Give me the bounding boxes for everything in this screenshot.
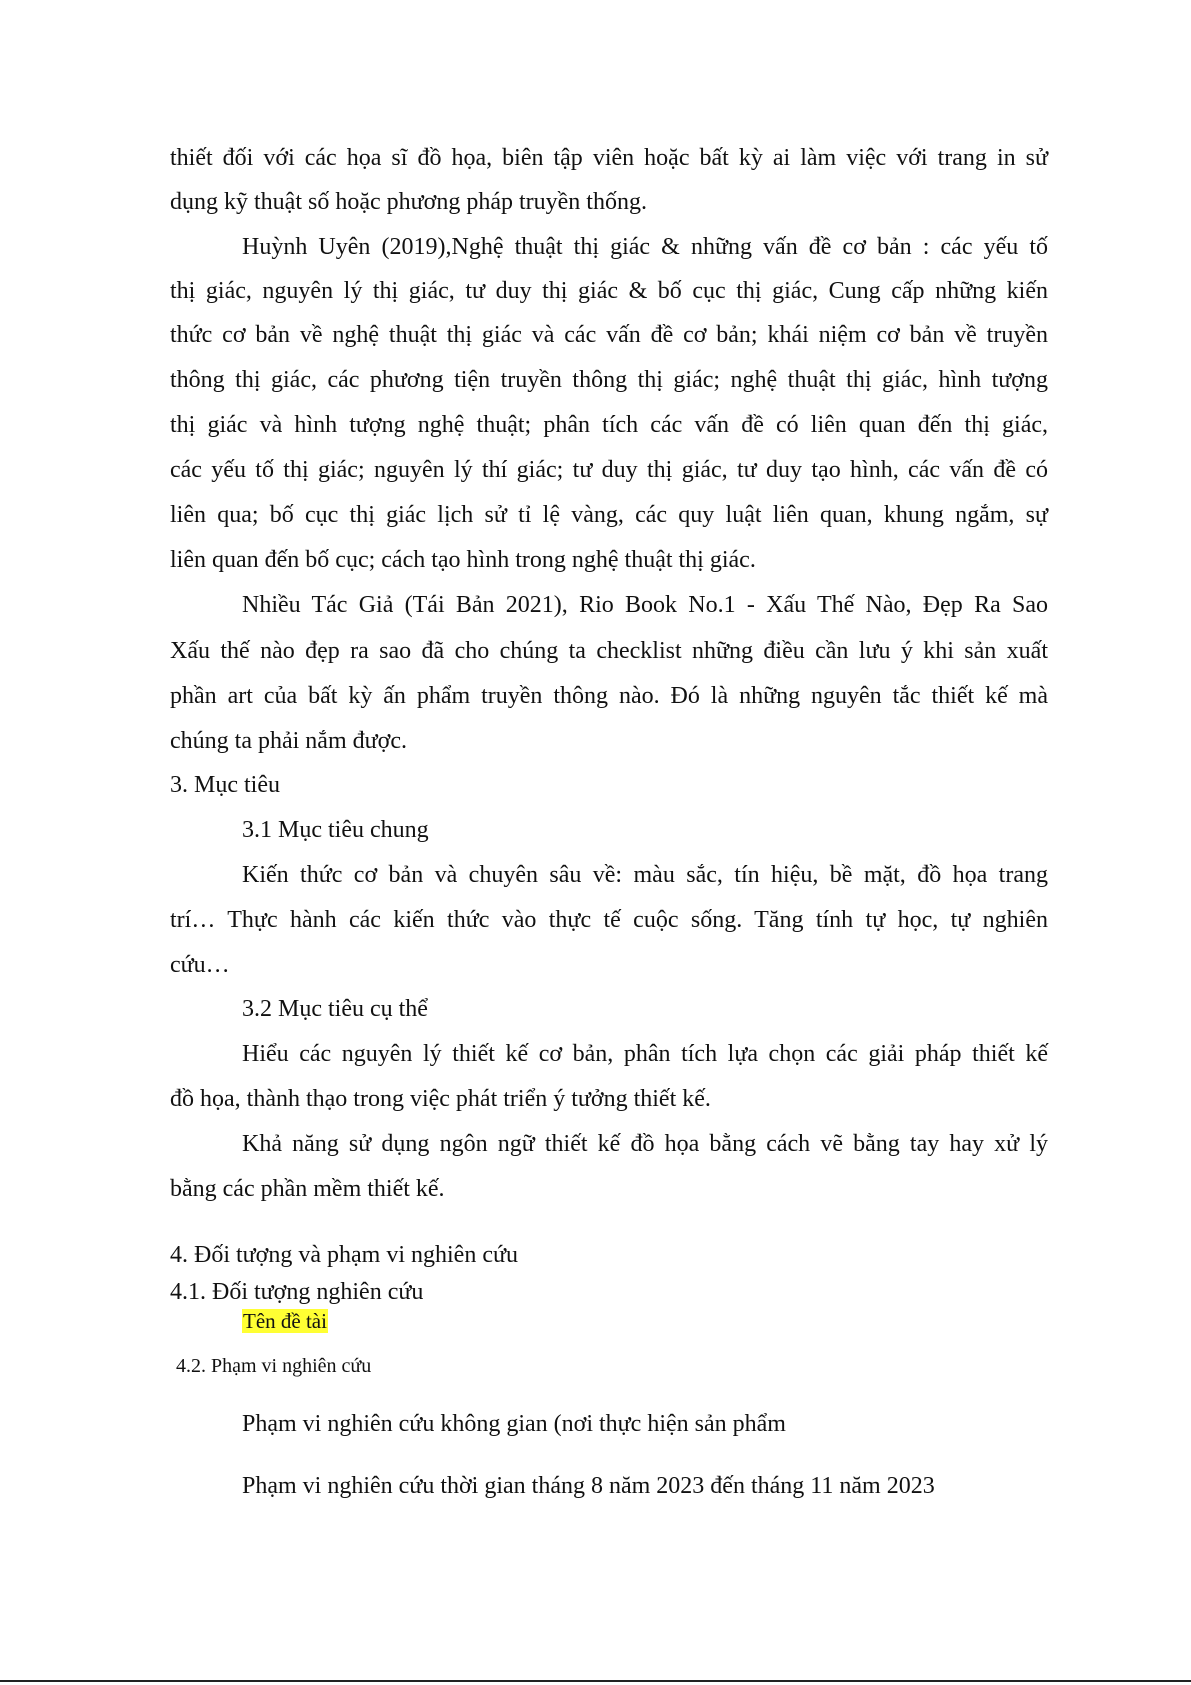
- rio-book-line-3: phần art của bất kỳ ấn phẩm truyền thông nào. Đó là những nguyên tắc thiết kế mà: [170, 683, 1048, 709]
- scope-time-line: Phạm vi nghiên cứu thời gian tháng 8 năm 2023 đến tháng 11 năm 2023: [242, 1473, 935, 1499]
- rio-book-line-2: Xấu thế nào đẹp ra sao đã cho chúng ta checklist những điều cần lưu ý khi sản xuất: [170, 638, 1048, 664]
- huynh-uyen-line-3: thức cơ bản về nghệ thuật thị giác và các vấn đề cơ bản; khái niệm cơ bản về truyền: [170, 322, 1048, 348]
- huynh-uyen-line-1: Huỳnh Uyên (2019),Nghệ thuật thị giác & những vấn đề cơ bản : các yếu tố: [242, 234, 1048, 260]
- huynh-uyen-line-5: thị giác và hình tượng nghệ thuật; phân tích các vấn đề có liên quan đến thị giác,: [170, 412, 1048, 438]
- rio-book-line-1: Nhiều Tác Giả (Tái Bản 2021), Rio Book No.1 - Xấu Thế Nào, Đẹp Ra Sao: [242, 592, 1048, 618]
- section-3-1-line-1: Kiến thức cơ bản và chuyên sâu về: màu sắc, tín hiệu, bề mặt, đồ họa trang: [242, 862, 1048, 888]
- huynh-uyen-line-6: các yếu tố thị giác; nguyên lý thí giác; tư duy thị giác, tư duy tạo hình, các vấn đề có: [170, 457, 1048, 483]
- page-bottom-border: [0, 1680, 1191, 1682]
- section-3-2-p1-line-2: đồ họa, thành thạo trong việc phát triển ý tưởng thiết kế.: [170, 1086, 711, 1112]
- huynh-uyen-line-8: liên quan đến bố cục; cách tạo hình trong nghệ thuật thị giác.: [170, 547, 756, 573]
- intro-line-1: thiết đối với các họa sĩ đồ họa, biên tập viên hoặc bất kỳ ai làm việc với trang in sử: [170, 145, 1048, 171]
- section-3-2-p2-line-1: Khả năng sử dụng ngôn ngữ thiết kế đồ họa bằng cách vẽ bằng tay hay xử lý: [242, 1131, 1048, 1157]
- highlighted-topic-placeholder: Tên đề tài: [243, 1309, 327, 1333]
- rio-book-line-4: chúng ta phải nắm được.: [170, 728, 407, 754]
- section-3-2-heading: 3.2 Mục tiêu cụ thể: [242, 996, 428, 1022]
- huynh-uyen-line-7: liên qua; bố cục thị giác lịch sử tỉ lệ vàng, các quy luật liên quan, khung ngắm, sự: [170, 502, 1048, 528]
- section-4-1-heading: 4.1. Đối tượng nghiên cứu: [170, 1279, 424, 1305]
- section-4-2-heading: 4.2. Phạm vi nghiên cứu: [176, 1355, 372, 1377]
- section-3-1-line-3: cứu…: [170, 952, 230, 978]
- section-4-heading: 4. Đối tượng và phạm vi nghiên cứu: [170, 1242, 518, 1268]
- intro-line-2: dụng kỹ thuật số hoặc phương pháp truyền thống.: [170, 189, 647, 215]
- scope-space-line: Phạm vi nghiên cứu không gian (nơi thực hiện sản phẩm: [242, 1411, 786, 1437]
- huynh-uyen-line-2: thị giác, nguyên lý thị giác, tư duy thị giác & bố cục thị giác, Cung cấp những kiến: [170, 278, 1048, 304]
- section-3-1-heading: 3.1 Mục tiêu chung: [242, 817, 429, 843]
- huynh-uyen-line-4: thông thị giác, các phương tiện truyền thông thị giác; nghệ thuật thị giác, hình tượng: [170, 367, 1048, 393]
- section-3-2-p2-line-2: bằng các phần mềm thiết kế.: [170, 1176, 445, 1202]
- section-3-2-p1-line-1: Hiểu các nguyên lý thiết kế cơ bản, phân tích lựa chọn các giải pháp thiết kế: [242, 1041, 1048, 1067]
- section-3-1-line-2: trí… Thực hành các kiến thức vào thực tế cuộc sống. Tăng tính tự học, tự nghiên: [170, 907, 1048, 933]
- section-3-heading: 3. Mục tiêu: [170, 772, 280, 798]
